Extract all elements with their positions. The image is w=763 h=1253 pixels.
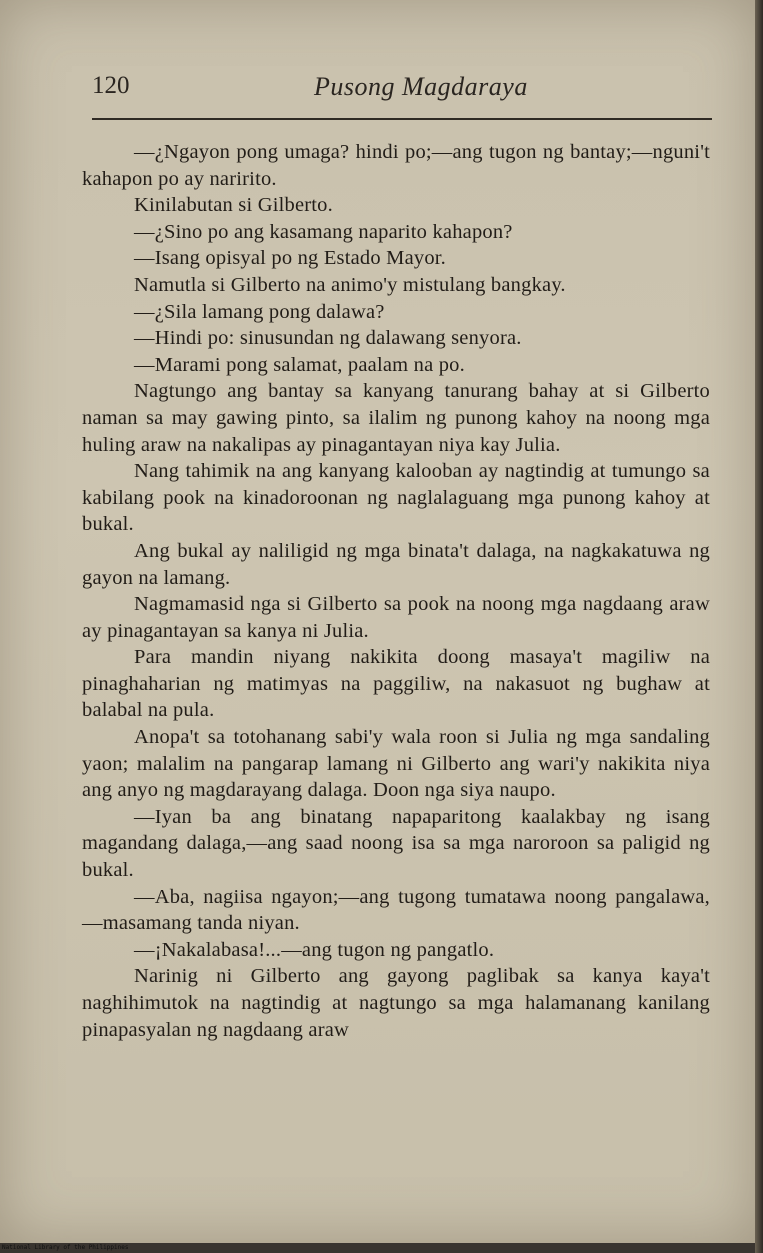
paragraph: Nagtungo ang bantay sa kanyang tanurang bahay at si Gilberto naman sa may gawing pinto, sa ilalim ng punong kahoy na noong mga huling araw na nakalipas ay pinagantayan niya kay Julia. bbox=[82, 380, 710, 456]
paragraph: Nagmamasid nga si Gilberto sa pook na noong mga nagdaang araw ay pinagantayan sa kanya ni Julia. bbox=[82, 593, 710, 642]
library-credit: National Library of the Philippines bbox=[2, 1244, 129, 1251]
paragraph: —Marami pong salamat, paalam na po. bbox=[134, 353, 465, 376]
paragraph: —Iyan ba ang binatang napaparitong kaalakbay ng isang magandang dalaga,—ang saad noong isa sa mga naroroon sa paligid ng bukal. bbox=[82, 805, 710, 882]
paragraph: Nang tahimik na ang kanyang kalooban ay nagtindig at tumungo sa kabilang pook na kinadoroonan ng naglalaguang mga punong kahoy at bukal. bbox=[82, 460, 710, 536]
body-text bbox=[82, 139, 710, 1043]
paragraph: Kinilabutan si Gilberto. bbox=[134, 194, 333, 217]
paragraph: —Aba, nagiisa ngayon;—ang tugong tumatawa noong pangalawa,—masamang tanda niyan. bbox=[82, 885, 710, 935]
paragraph: —¿Sila lamang pong dalawa? bbox=[134, 300, 385, 323]
paragraph: —¿Sino po ang kasamang naparito kahapon? bbox=[134, 220, 513, 243]
page-edge bbox=[755, 0, 763, 1253]
header-rule bbox=[92, 118, 712, 120]
paragraph: Narinig ni Gilberto ang gayong paglibak sa kanya kaya't naghihimutok na nagtindig at nagtungo sa mga halamanang kanilang pinapasyalan ng nagdaang araw bbox=[82, 965, 710, 1041]
paragraph: —¡Nakalabasa!...—ang tugon ng pangatlo. bbox=[134, 938, 495, 961]
paragraph: —Isang opisyal po ng Estado Mayor. bbox=[134, 247, 446, 270]
paragraph: Ang bukal ay naliligid ng mga binata't dalaga, na nagkakatuwa ng gayon na lamang. bbox=[82, 539, 710, 589]
paragraph: Namutla si Gilberto na animo'y mistulang bangkay. bbox=[134, 273, 566, 296]
paragraph: Anopa't sa totohanang sabi'y wala roon si Julia ng mga sandaling yaon; malalim na pangarap lamang ni Gilberto ang wari'y nakikita niya ang anyo ng magdarayang dalaga. Doon nga siya naupo. bbox=[82, 726, 710, 802]
paragraph: —¿Ngayon pong umaga? hindi po;—ang tugon ng bantay;—nguni't kahapon po ay naririto. bbox=[82, 141, 710, 190]
page-number: 120 bbox=[92, 72, 130, 99]
paragraph: —Hindi po: sinusundan ng dalawang senyora. bbox=[134, 327, 522, 350]
running-title: Pusong Magdaraya bbox=[314, 72, 528, 101]
paragraph: Para mandin niyang nakikita doong masaya't magiliw na pinaghaharian ng matimyas na paggiliw, na nakasuot ng bughaw at balabal na pula. bbox=[82, 646, 710, 722]
page-header bbox=[92, 72, 712, 112]
